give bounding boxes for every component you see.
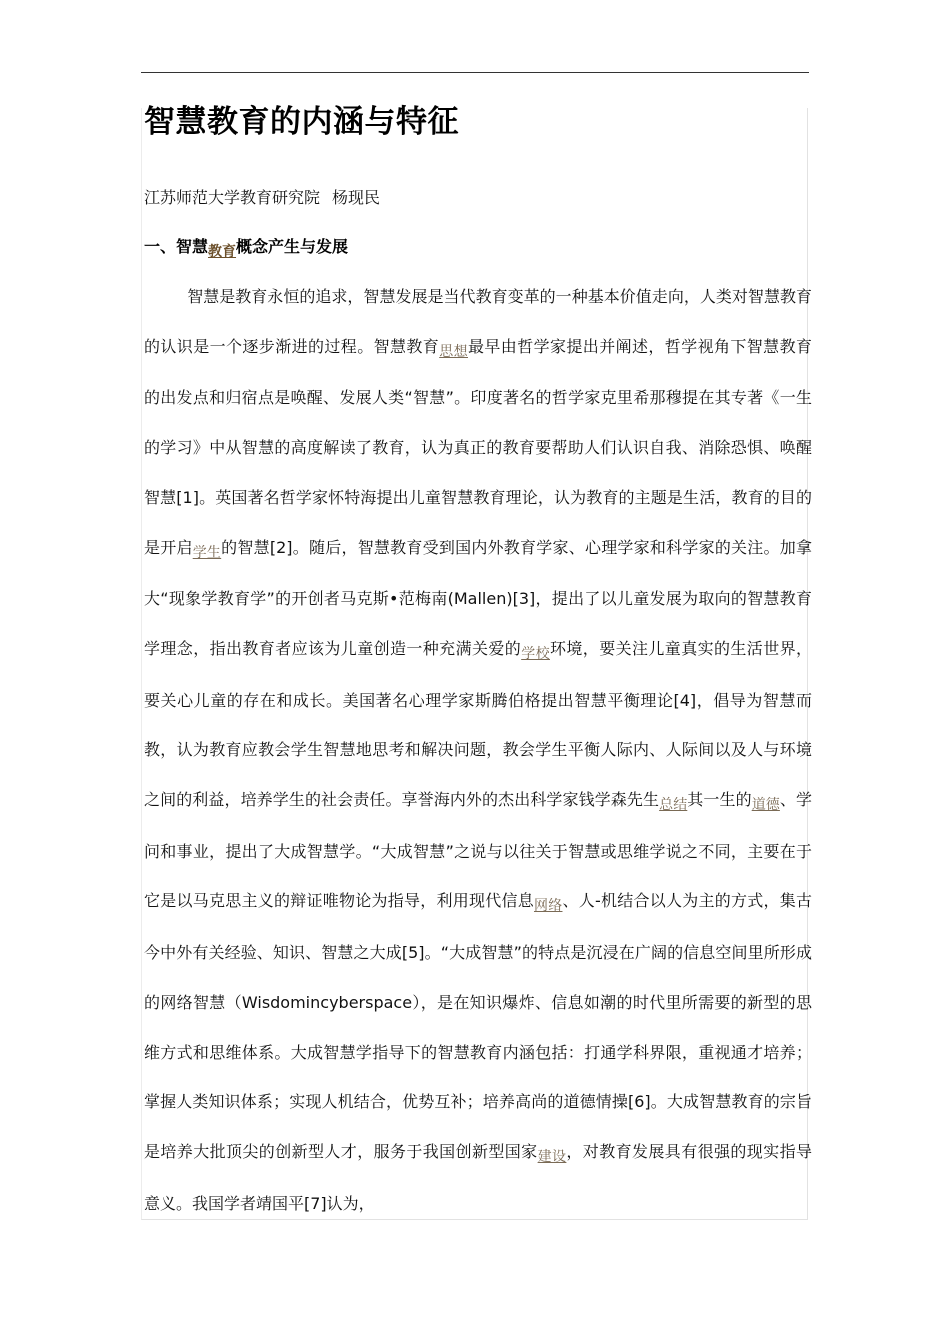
keyword-link-sixiang[interactable]: 思想	[439, 343, 468, 360]
author-line	[144, 186, 380, 210]
paragraph-text: 最早由哲学家提出并阐述，哲学视角下智慧教育的出发点和归宿点是唤醒、发展人类“智慧”。印度著名的哲学家克里希那穆提在其专著《一生的学习》中从智慧的高度解读了教育，认为真正的教育要帮助人们认识自我、消除恐惧、唤醒智慧[1]。英国著名哲学家怀特海提出儿童智慧教育理论，认为教育的主题是生活，教育的目的是开启	[144, 336, 812, 557]
document-title: 智慧教育的内涵与特征	[144, 104, 459, 140]
paragraph-text: 、学问和事业，提出了大成智慧学。“大成智慧”之说与以往关于智慧或思维学说之不同，主要在于它是以马克思主义的辩证唯物论为指导，利用现代信息	[144, 790, 812, 911]
section-heading	[144, 235, 348, 260]
author-name: 杨现民	[332, 188, 381, 207]
section-heading-suffix: 概念产生与发展	[236, 237, 349, 256]
author-affiliation: 江苏师范大学教育研究院	[144, 188, 321, 207]
paragraph-text: 环境，要关注儿童真实的生活世界，要关心儿童的存在和成长。美国著名心理学家斯腾伯格提出智慧平衡理论[4]，倡导为智慧而教，认为教育应教会学生智慧地思考和解决问题，教会学生平衡人际内、人际间以及人与环境之间的利益，培养学生的社会责任。享誉海内外的杰出科学家钱学森先生	[144, 638, 812, 810]
section-heading-prefix: 一、智慧	[144, 237, 209, 256]
paragraph-text: 智慧是教育永恒的追求，智慧发展是当代教育变革的一种基本价值走向，人类对智慧教育的认识是一个逐步渐进的过程。智慧教育	[144, 287, 812, 356]
body-paragraph	[144, 272, 812, 1228]
keyword-link-zongjie[interactable]: 总结	[659, 797, 688, 814]
header-rule	[141, 72, 809, 73]
keyword-link-wangluo[interactable]: 网络	[533, 898, 563, 915]
paragraph-text: 的智慧[2]。随后，智慧教育受到国内外教育学家、心理学家和科学家的关注。加拿大“现象学教育学”的开创者马克斯•范梅南(Mallen)[3]，提出了以儿童发展为取向的智慧教育学理念，指出教育者应该为儿童创造一种充满关爱的	[144, 537, 812, 658]
paragraph-text: 、人-机结合以人为主的方式，集古今中外有关经验、知识、智慧之大成[5]。“大成智慧”的特点是沉浸在广阔的信息空间里所形成的网络智慧（Wisdomincyberspace），是在知识爆炸、信息如潮的时代里所需要的新型的思维方式和思维体系。大成智慧学指导下的智慧教育内涵包括：打通学科界限，重视通才培养；掌握人类知识体系；实现人机结合，优势互补；培养高尚的道德情操[6]。大成智慧教育的宗旨是培养大批顶尖的创新型人才，服务于我国创新型国家	[144, 891, 812, 1161]
keyword-link-daode[interactable]: 道德	[751, 797, 780, 814]
paragraph-text: ，对教育发展具有很强的现实指导意义。我国学者靖国平[7]认为，	[144, 1141, 812, 1213]
keyword-link-xuexiao[interactable]: 学校	[521, 645, 550, 662]
keyword-link-xuesheng[interactable]: 学生	[192, 544, 222, 561]
keyword-link-jianshe[interactable]: 建设	[537, 1148, 567, 1165]
paragraph-text: 其一生的	[687, 790, 752, 810]
keyword-link-jiaoyu[interactable]: 教育	[208, 244, 237, 260]
